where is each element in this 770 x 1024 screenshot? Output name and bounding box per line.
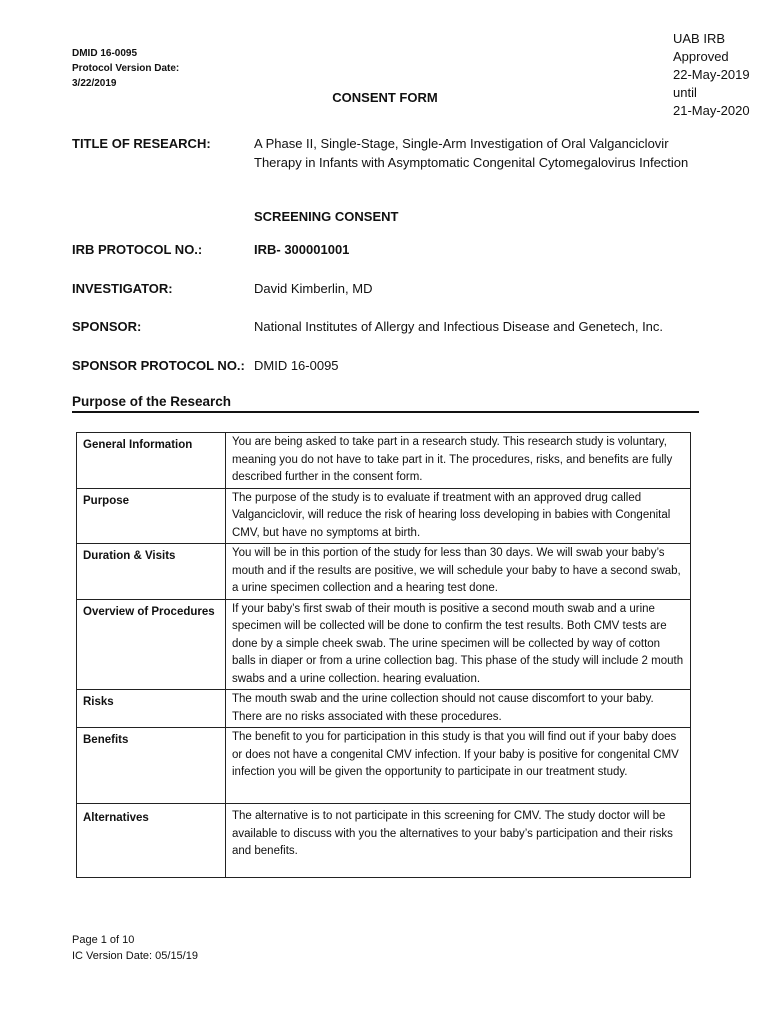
ic-version-date: IC Version Date: 05/15/19 bbox=[72, 950, 198, 962]
investigator-value: David Kimberlin, MD bbox=[254, 281, 373, 296]
table-row-value: The benefit to you for participation in this study is that you will find out if your baby does or does not have a congenital CMV infection. If your baby is positive for congenital CMV infection you will be given the opportunity to participate in our treatment study. bbox=[226, 728, 691, 804]
section-divider bbox=[72, 411, 699, 413]
investigator-label: INVESTIGATOR: bbox=[72, 281, 173, 296]
table-row-key: Benefits bbox=[77, 728, 226, 804]
page-number: Page 1 of 10 bbox=[72, 934, 135, 946]
table-row bbox=[77, 690, 691, 728]
irb-stamp-line: until bbox=[673, 85, 697, 100]
table-row bbox=[77, 599, 691, 690]
irb-stamp-line: UAB IRB bbox=[673, 31, 726, 46]
irb-approval-stamp bbox=[673, 30, 750, 120]
table-row-value: If your baby’s first swab of their mouth is positive a second mouth swab and a urine specimen will be collected will be done to confirm the test results. Both CMV tests are done by a simple cheek swab. The urine specimen will be collected by way of cotton balls in diaper or from a urine collection bag. This phase of the study will include 2 mouth swabs and a urine collection. hearing evaluation. bbox=[226, 599, 691, 690]
irb-stamp-line: Approved bbox=[673, 49, 729, 64]
page-footer bbox=[72, 932, 198, 964]
irb-stamp-line: 22-May-2019 bbox=[673, 67, 750, 82]
table-row-value: You will be in this portion of the study for less than 30 days. We will swab your baby’s mouth and if the results are positive, we will schedule your baby to have a second swab, a urine specimen collection and a hearing test done. bbox=[226, 544, 691, 600]
protocol-version-date: 3/22/2019 bbox=[72, 78, 117, 89]
irb-protocol-value: IRB- 300001001 bbox=[254, 242, 350, 257]
form-title: CONSENT FORM bbox=[332, 90, 438, 105]
screening-consent-label: SCREENING CONSENT bbox=[254, 209, 399, 224]
table-row-key: Purpose bbox=[77, 488, 226, 544]
sponsor-label: SPONSOR: bbox=[72, 319, 142, 334]
table-row bbox=[77, 433, 691, 489]
title-of-research-value: A Phase II, Single-Stage, Single-Arm Investigation of Oral Valganciclovir Therapy in Infants with Asymptomatic Congenital Cytomegalovirus Infection bbox=[254, 136, 689, 170]
table-row bbox=[77, 728, 691, 804]
table-row-value: The purpose of the study is to evaluate if treatment with an approved drug called Valganciclovir, will reduce the risk of hearing loss developing in babies with Congenital CMV, but have no symptoms at birth. bbox=[226, 488, 691, 544]
table-row bbox=[77, 488, 691, 544]
title-of-research-label: TITLE OF RESEARCH: bbox=[72, 136, 211, 151]
table-row-value: The mouth swab and the urine collection should not cause discomfort to your baby. There are no risks associated with these procedures. bbox=[226, 690, 691, 728]
sponsor-protocol-label: SPONSOR PROTOCOL NO.: bbox=[72, 358, 245, 373]
table-row-key: Overview of Procedures bbox=[77, 599, 226, 690]
document-header bbox=[72, 46, 179, 91]
irb-protocol-label: IRB PROTOCOL NO.: bbox=[72, 242, 203, 257]
table-row-key: Alternatives bbox=[77, 804, 226, 878]
table-row bbox=[77, 544, 691, 600]
section-heading: Purpose of the Research bbox=[72, 394, 232, 409]
irb-stamp-line: 21-May-2020 bbox=[673, 103, 750, 118]
table-row-value: The alternative is to not participate in this screening for CMV. The study doctor will be available to discuss with you the alternatives to your baby’s participation and their risks and benefits. bbox=[226, 804, 691, 878]
table-row-key: Risks bbox=[77, 690, 226, 728]
table-row bbox=[77, 804, 691, 878]
sponsor-protocol-value: DMID 16-0095 bbox=[254, 358, 339, 373]
protocol-version-label: Protocol Version Date: bbox=[72, 63, 180, 74]
dmid-number: DMID 16-0095 bbox=[72, 48, 138, 59]
table-row-key: Duration & Visits bbox=[77, 544, 226, 600]
table-row-value: You are being asked to take part in a research study. This research study is voluntary, meaning you do not have to take part in it. The procedures, risks, and benefits are fully described further in the consent form. bbox=[226, 433, 691, 489]
table-row-key: General Information bbox=[77, 433, 226, 489]
sponsor-value: National Institutes of Allergy and Infectious Disease and Genetech, Inc. bbox=[254, 319, 664, 334]
summary-table bbox=[76, 432, 691, 878]
